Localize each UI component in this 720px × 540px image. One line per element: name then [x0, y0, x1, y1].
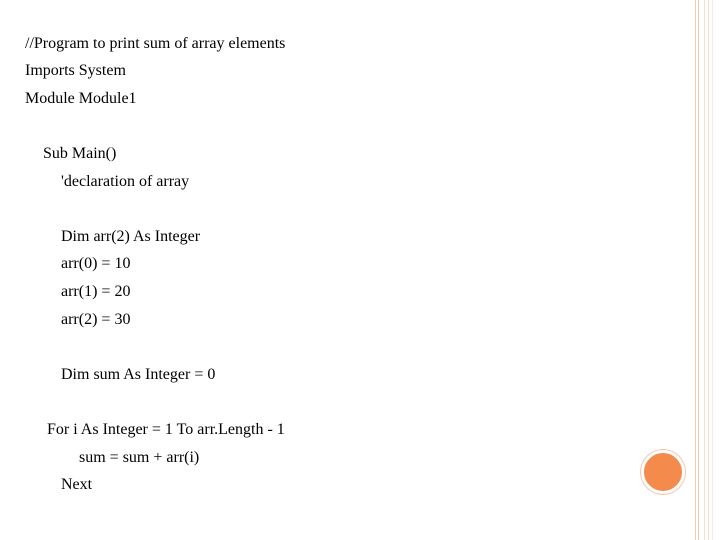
frame-line — [712, 0, 713, 540]
code-line-arr2: arr(2) = 30 — [61, 311, 131, 328]
code-line-arr1: arr(1) = 20 — [61, 283, 131, 300]
code-line-declaration-comment: 'declaration of array — [61, 173, 190, 190]
frame-line — [708, 0, 709, 540]
accent-circle — [641, 450, 685, 494]
frame-line — [698, 0, 699, 540]
code-line-sub-main: Sub Main() — [43, 145, 117, 162]
code-line-arr0: arr(0) = 10 — [61, 255, 131, 272]
code-line-comment-title: //Program to print sum of array elements — [25, 35, 286, 52]
code-line-for-loop: For i As Integer = 1 To arr.Length - 1 — [47, 421, 285, 438]
code-line-dim-arr: Dim arr(2) As Integer — [61, 228, 201, 245]
code-line-imports: Imports System — [25, 62, 126, 79]
code-line-module: Module Module1 — [25, 90, 137, 107]
code-line-sum-update: sum = sum + arr(i) — [79, 449, 200, 466]
frame-line — [704, 0, 705, 540]
code-line-dim-sum: Dim sum As Integer = 0 — [61, 366, 216, 383]
frame-line — [695, 0, 696, 540]
code-line-next: Next — [61, 476, 93, 493]
